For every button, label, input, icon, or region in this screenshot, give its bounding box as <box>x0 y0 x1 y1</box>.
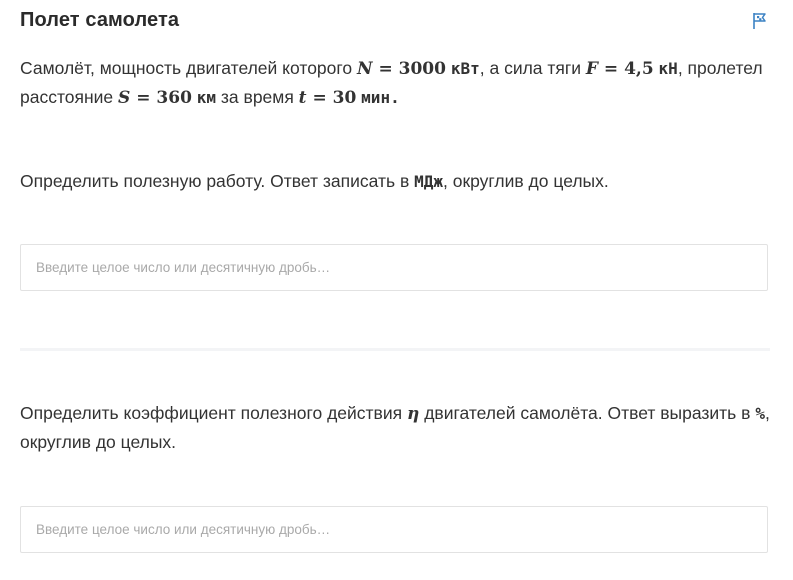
t-value: 30 <box>332 88 357 108</box>
var-f: F <box>585 59 598 79</box>
eq-sign-t: = <box>306 88 333 108</box>
s-value: 360 <box>156 88 192 108</box>
question-1 <box>20 167 775 196</box>
var-t: t <box>298 88 307 108</box>
n-value: 3000 <box>398 59 446 79</box>
eta-symbol: η <box>406 404 420 424</box>
question-1-text: Определить полезную работу. Ответ записать в <box>20 171 415 191</box>
answer-2-input[interactable] <box>20 506 768 553</box>
problem-text-1: Самолёт, мощность двигателей которого <box>20 58 357 78</box>
problem-text-5: . <box>390 88 400 107</box>
problem-text-2: , а сила тяги <box>479 58 586 78</box>
s-unit: км <box>196 88 217 107</box>
question-1-tail: , округлив до целых. <box>443 171 609 191</box>
problem-text-4: за время <box>216 87 299 107</box>
t-unit: мин <box>361 88 391 107</box>
f-value: 4,5 <box>624 59 654 79</box>
var-s: S <box>118 88 131 108</box>
divider <box>20 348 770 351</box>
f-unit: кН <box>658 59 678 78</box>
question-2-text: Определить коэффициент полезного действия <box>20 403 407 423</box>
question-2-text-2: двигателей самолёта. Ответ выразить в <box>419 403 756 423</box>
problem-statement <box>20 54 775 112</box>
problem-text-3: , пролетел расстояние <box>20 58 763 107</box>
n-unit: кВт <box>450 59 480 78</box>
var-n: N <box>357 59 373 79</box>
question-1-unit: МДж <box>414 172 444 191</box>
question-2-unit: % <box>755 404 765 423</box>
flag-icon[interactable] <box>750 11 770 31</box>
eq-sign-s: = <box>130 88 157 108</box>
eq-sign-f: = <box>598 59 625 79</box>
page-title: Полет самолета <box>20 9 180 31</box>
question-2 <box>20 399 775 456</box>
question-2-tail: , округлив до целых. <box>20 403 770 452</box>
answer-1-input[interactable] <box>20 244 768 291</box>
eq-sign-n: = <box>372 59 399 79</box>
